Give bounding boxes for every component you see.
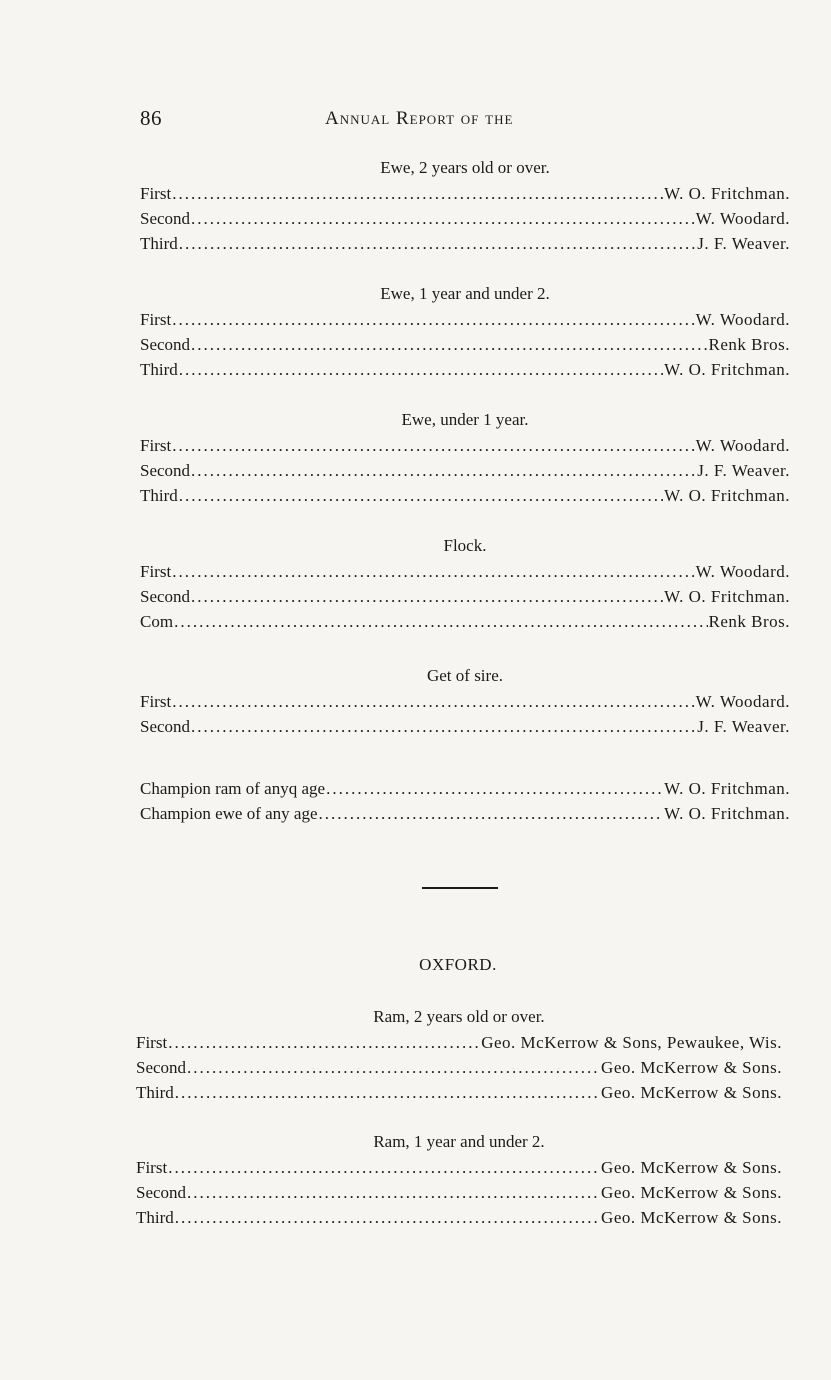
place-label: Third xyxy=(136,1083,174,1102)
winner-name: Renk Bros. xyxy=(708,335,790,354)
winner-name: Renk Bros. xyxy=(708,612,790,631)
dot-leader xyxy=(172,689,694,714)
award-row xyxy=(140,689,790,714)
winner-name: Geo. McKerrow & Sons. xyxy=(601,1058,782,1077)
winner-name: W. O. Fritchman. xyxy=(664,587,790,606)
winner-name: W. O. Fritchman. xyxy=(664,779,790,798)
place-label: Second xyxy=(140,209,191,228)
dot-leader xyxy=(191,714,696,739)
award-section xyxy=(140,533,790,634)
award-row xyxy=(140,307,790,332)
winner-name: Geo. McKerrow & Sons. xyxy=(601,1208,782,1227)
place-label: Champion ewe of any age xyxy=(140,804,318,823)
award-row xyxy=(140,433,790,458)
winner-name: J. F. Weaver. xyxy=(697,461,790,480)
winner-name: W. Woodard. xyxy=(695,310,790,329)
winner-name: W. O. Fritchman. xyxy=(664,184,790,203)
winner-name: W. Woodard. xyxy=(695,692,790,711)
award-row xyxy=(136,1180,782,1205)
award-row xyxy=(136,1030,782,1055)
section-title: Ram, 1 year and under 2. xyxy=(373,1132,545,1151)
place-label: First xyxy=(140,692,172,711)
award-row xyxy=(140,801,790,826)
place-label: Second xyxy=(136,1058,187,1077)
award-section xyxy=(140,663,790,739)
winner-name: W. Woodard. xyxy=(695,209,790,228)
section-title: Ewe, 1 year and under 2. xyxy=(380,284,550,303)
section-title: Ewe, 2 years old or over. xyxy=(380,158,550,177)
place-label: Third xyxy=(136,1208,174,1227)
award-row xyxy=(140,206,790,231)
winner-name: W. Woodard. xyxy=(695,436,790,455)
place-label: First xyxy=(136,1033,168,1052)
award-row xyxy=(140,609,790,634)
dot-leader xyxy=(191,584,663,609)
section-divider xyxy=(422,887,498,889)
award-row xyxy=(140,458,790,483)
winner-name: Geo. McKerrow & Sons. xyxy=(601,1183,782,1202)
dot-leader xyxy=(319,801,664,826)
dot-leader xyxy=(172,307,694,332)
winner-name: W. O. Fritchman. xyxy=(664,804,790,823)
dot-leader xyxy=(191,458,696,483)
dot-leader xyxy=(172,181,663,206)
award-row xyxy=(136,1080,782,1105)
award-row xyxy=(140,776,790,801)
award-row xyxy=(140,584,790,609)
place-label: Third xyxy=(140,486,178,505)
place-label: Second xyxy=(136,1183,187,1202)
winner-name: W. O. Fritchman. xyxy=(664,486,790,505)
page-number: 86 xyxy=(140,106,162,130)
dot-leader xyxy=(168,1155,600,1180)
dot-leader xyxy=(172,559,694,584)
dot-leader xyxy=(174,609,707,634)
winner-name: J. F. Weaver. xyxy=(697,717,790,736)
award-row xyxy=(136,1205,782,1230)
page-header xyxy=(140,106,790,136)
dot-leader xyxy=(175,1080,600,1105)
award-row xyxy=(140,332,790,357)
dot-leader xyxy=(175,1205,600,1230)
place-label: Third xyxy=(140,360,178,379)
award-section xyxy=(140,155,790,256)
breed-heading: OXFORD. xyxy=(419,955,497,974)
dot-leader xyxy=(172,433,694,458)
champion-section xyxy=(140,776,790,826)
award-row xyxy=(140,357,790,382)
winner-name: W. O. Fritchman. xyxy=(664,360,790,379)
place-label: Champion ram of anyq age xyxy=(140,779,326,798)
award-section xyxy=(136,1004,782,1105)
place-label: Com xyxy=(140,612,174,631)
dot-leader xyxy=(191,332,707,357)
place-label: First xyxy=(140,436,172,455)
award-section xyxy=(140,281,790,382)
dot-leader xyxy=(191,206,695,231)
dot-leader xyxy=(179,357,663,382)
place-label: First xyxy=(136,1158,168,1177)
place-label: Third xyxy=(140,234,178,253)
winner-name: W. Woodard. xyxy=(695,562,790,581)
place-label: Second xyxy=(140,587,191,606)
winner-name: Geo. McKerrow & Sons, Pewaukee, Wis. xyxy=(481,1033,782,1052)
section-title: Flock. xyxy=(443,536,487,555)
dot-leader xyxy=(179,483,663,508)
award-row xyxy=(140,231,790,256)
place-label: First xyxy=(140,310,172,329)
dot-leader xyxy=(187,1055,600,1080)
award-section xyxy=(140,407,790,508)
award-row xyxy=(140,181,790,206)
dot-leader xyxy=(187,1180,600,1205)
place-label: Second xyxy=(140,717,191,736)
award-row xyxy=(140,483,790,508)
award-row xyxy=(136,1155,782,1180)
winner-name: Geo. McKerrow & Sons. xyxy=(601,1083,782,1102)
winner-name: Geo. McKerrow & Sons. xyxy=(601,1158,782,1177)
place-label: First xyxy=(140,184,172,203)
dot-leader xyxy=(179,231,697,256)
place-label: Second xyxy=(140,335,191,354)
dot-leader xyxy=(168,1030,480,1055)
award-row xyxy=(140,559,790,584)
place-label: First xyxy=(140,562,172,581)
award-row xyxy=(140,714,790,739)
section-title: Get of sire. xyxy=(426,666,503,685)
winner-name: J. F. Weaver. xyxy=(697,234,790,253)
award-row xyxy=(136,1055,782,1080)
section-title: Ram, 2 years old or over. xyxy=(373,1007,545,1026)
award-section xyxy=(136,1129,782,1230)
section-title: Ewe, under 1 year. xyxy=(401,410,529,429)
dot-leader xyxy=(326,776,663,801)
running-head: Annual Report of the xyxy=(325,108,514,129)
place-label: Second xyxy=(140,461,191,480)
